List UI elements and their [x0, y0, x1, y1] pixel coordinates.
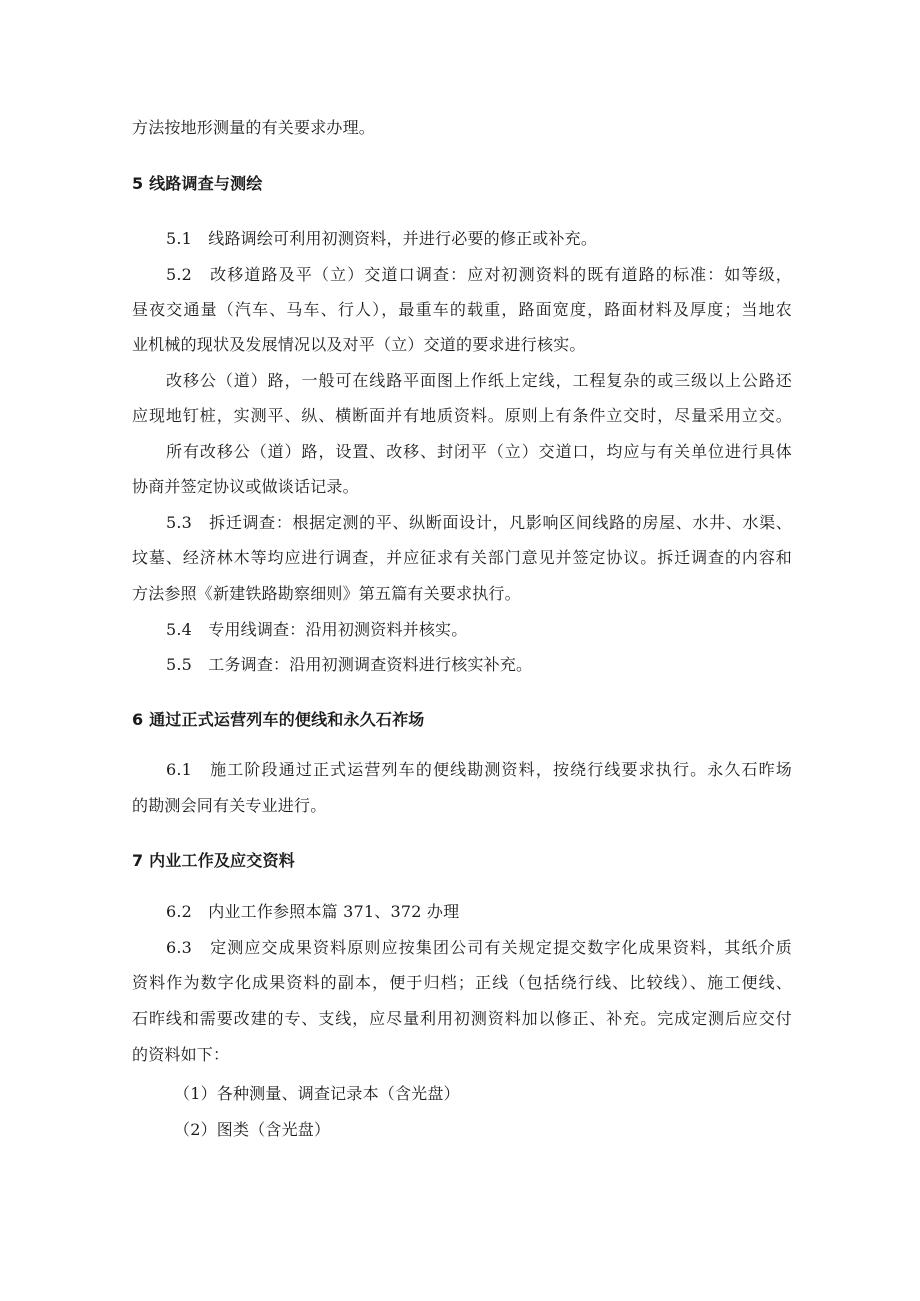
para-6-3-line-1: 6.3 定测应交成果资料原则应按集团公司有关规定提交数字化成果资料，其纸介质: [166, 938, 792, 957]
para-5-2-line-3: 业机械的现状及发展情况以及对平（立）交道的要求进行核实。: [132, 335, 586, 354]
para-5-3-line-2: 坟墓、经济林木等均应进行调查，并应征求有关部门意见并签定协议。拆迁调查的内容和: [132, 548, 792, 567]
para-5-2-line-1: 5.2 改移道路及平（立）交道口调查：应对初测资料的既有道路的标准：如等级，: [166, 265, 792, 284]
para-6-3-line-4: 的资料如下：: [132, 1045, 230, 1064]
list-item-2: （2）图类（含光盘）: [174, 1120, 331, 1139]
para-5-2-line-2: 昼夜交通量（汽车、马车、行人），最重车的载重，路面宽度，路面材料及厚度；当地农: [132, 300, 792, 319]
list-item-1: （1）各种测量、调查记录本（含光盘）: [174, 1084, 460, 1103]
para-reroute-line-1: 改移公（道）路，一般可在线路平面图上作纸上定线，工程复杂的或三级以上公路还: [166, 371, 792, 390]
para-6-2: 6.2 内业工作参照本篇 371、372 办理: [166, 902, 460, 921]
para-6-1-line-1: 6.1 施工阶段通过正式运营列车的便线勘测资料，按绕行线要求执行。永久石昨场: [166, 760, 792, 779]
para-5-5: 5.5 工务调查：沿用初测调查资料进行核实补充。: [166, 655, 533, 674]
para-6-3-line-3: 石昨线和需要改建的专、支线，应尽量利用初测资料加以修正、补充。完成定测后应交付: [132, 1009, 792, 1028]
para-all-reroute-line-2: 协商并签定协议或做谈话记录。: [132, 477, 359, 496]
para-all-reroute-line-1: 所有改移公（道）路，设置、改移、封闭平（立）交道口，均应与有关单位进行具体: [166, 442, 792, 461]
section-6-heading: 6 通过正式运营列车的便线和永久石祚场: [132, 710, 425, 729]
para-6-3-line-2: 资料作为数字化成果资料的副本，便于归档；正线（包括绕行线、比较线）、施工便线、: [132, 973, 792, 992]
para-5-1: 5.1 线路调绘可利用初测资料，并进行必要的修正或补充。: [166, 229, 598, 248]
para-5-3-line-1: 5.3 拆迁调查：根据定测的平、纵断面设计，凡影响区间线路的房屋、水井、水渠、: [166, 513, 792, 532]
intro-tail-line: 方法按地形测量的有关要求办理。: [132, 118, 376, 137]
para-5-3-line-3: 方法参照《新建铁路勘察细则》第五篇有关要求执行。: [132, 584, 521, 603]
section-5-heading: 5 线路调查与测绘: [132, 174, 263, 193]
para-6-1-line-2: 的勘测会同有关专业进行。: [132, 796, 327, 815]
section-7-heading: 7 内业工作及应交资料: [132, 851, 295, 870]
para-5-4: 5.4 专用线调查：沿用初测资料并核实。: [166, 620, 468, 639]
para-reroute-line-2: 应现地钉桩，实测平、纵、横断面并有地质资料。原则上有条件立交时，尽量采用立交。: [132, 406, 792, 425]
